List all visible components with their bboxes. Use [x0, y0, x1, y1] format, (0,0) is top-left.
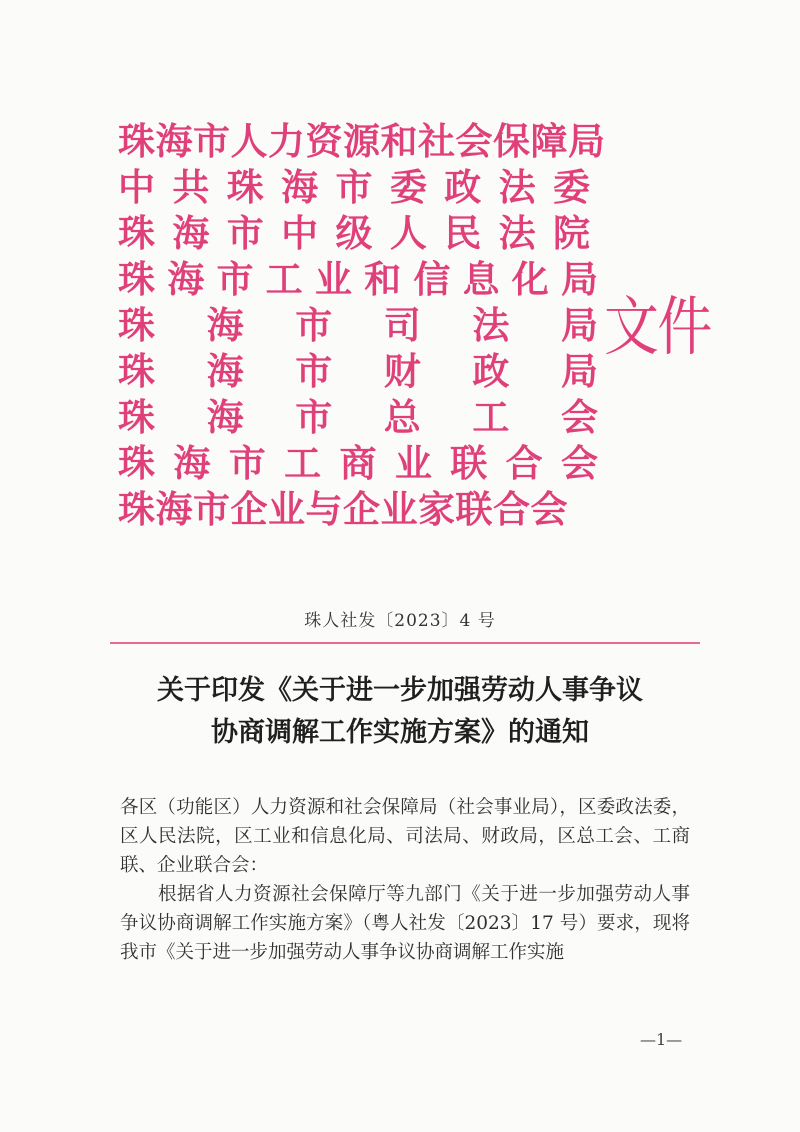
issuer-char: 海 — [206, 349, 244, 393]
issuer-char: 中 — [118, 165, 155, 209]
issuer-char: 珠 — [118, 257, 155, 301]
issuer-char: 联 — [450, 441, 488, 485]
issuer-char: 会 — [561, 441, 598, 485]
addressee-paragraph: 各区（功能区）人力资源和社会保障局（社会事业局），区委政法委，区人民法院，区工业和信息化局、司法局、财政局，区总工会、工商联、企业联合会： — [120, 797, 690, 876]
issuer-char: 中 — [281, 211, 319, 255]
issuer-char: 珠 — [118, 441, 155, 485]
issuer-char: 政 — [444, 165, 482, 209]
document-type-label: 文件 — [604, 291, 711, 365]
issuer-char: 珠 — [118, 211, 155, 255]
issuer-char: 司 — [383, 303, 421, 347]
issuer-char: 珠 — [118, 303, 155, 347]
issuer-char: 工 — [284, 441, 322, 485]
issuer-line-9 — [118, 486, 598, 532]
issuer-char: 海 — [281, 165, 319, 209]
issuer-char: 市 — [216, 257, 254, 301]
issuer-char: 委 — [553, 165, 590, 209]
issuer-line-4 — [118, 256, 598, 302]
issuer-line-8 — [118, 440, 598, 486]
issuer-char: 局 — [560, 257, 598, 301]
document-title — [0, 670, 800, 754]
issuer-char: 院 — [553, 211, 590, 255]
issuer-char: 政 — [472, 349, 510, 393]
page-number: —1— — [640, 1030, 683, 1049]
issuer-line-3 — [118, 210, 590, 256]
issuer-char: 法 — [498, 211, 536, 255]
issuer-char: 商 — [339, 441, 377, 485]
issuer-char: 工 — [472, 395, 510, 439]
issuer-char: 民 — [444, 211, 482, 255]
issuer-line-7 — [118, 394, 598, 440]
issuer-char: 级 — [335, 211, 373, 255]
issuer-char: 人 — [389, 211, 427, 255]
issuing-authorities — [118, 118, 606, 532]
issuer-char: 合 — [505, 441, 543, 485]
issuer-char: 珠 — [118, 395, 155, 439]
issuer-char: 珠 — [226, 165, 264, 209]
issuer-char: 法 — [498, 165, 536, 209]
issuer-char: 市 — [295, 395, 333, 439]
issuer-line-5 — [118, 302, 598, 348]
issuer-text: 珠海市人力资源和社会保障局 — [118, 119, 606, 163]
issuer-char: 总 — [383, 395, 421, 439]
issuer-char: 业 — [314, 257, 352, 301]
issuer-char: 市 — [335, 165, 373, 209]
title-line-1: 关于印发《关于进一步加强劳动人事争议 — [157, 675, 643, 706]
issuer-char: 海 — [172, 211, 210, 255]
issuer-char: 法 — [472, 303, 510, 347]
issuer-char: 市 — [295, 303, 333, 347]
issuer-char: 信 — [413, 257, 451, 301]
issuer-char: 珠 — [118, 349, 155, 393]
issuer-char: 海 — [167, 257, 205, 301]
issuer-line-6 — [118, 348, 598, 394]
issuer-char: 局 — [560, 349, 598, 393]
issuer-char: 共 — [172, 165, 210, 209]
issuer-char: 局 — [560, 303, 598, 347]
issuer-char: 市 — [295, 349, 333, 393]
title-line-2: 协商调解工作实施方案》的通知 — [211, 717, 589, 748]
issuer-char: 海 — [206, 303, 244, 347]
body-paragraph: 根据省人力资源社会保障厅等九部门《关于进一步加强劳动人事争议协商调解工作实施方案》（粤人社发〔2023〕17 号）要求，现将我市《关于进一步加强劳动人事争议协商调解工作实施 — [120, 884, 690, 963]
issuer-char: 工 — [265, 257, 303, 301]
issuer-line-1 — [118, 118, 606, 164]
issuer-line-2 — [118, 164, 590, 210]
issuer-char: 委 — [389, 165, 427, 209]
issuer-char: 会 — [560, 395, 598, 439]
issuer-char: 海 — [173, 441, 211, 485]
document-body — [120, 793, 690, 967]
header-divider — [110, 642, 700, 644]
issuer-char: 市 — [228, 441, 266, 485]
issuer-char: 财 — [383, 349, 421, 393]
issuer-char: 息 — [462, 257, 500, 301]
issuer-char: 业 — [394, 441, 432, 485]
issuer-char: 和 — [364, 257, 402, 301]
issuer-text: 珠海市企业与企业家联合会 — [118, 487, 568, 531]
issuer-char: 化 — [511, 257, 549, 301]
issuer-char: 市 — [226, 211, 264, 255]
document-number: 珠人社发〔2023〕4 号 — [304, 611, 496, 631]
issuer-char: 海 — [206, 395, 244, 439]
